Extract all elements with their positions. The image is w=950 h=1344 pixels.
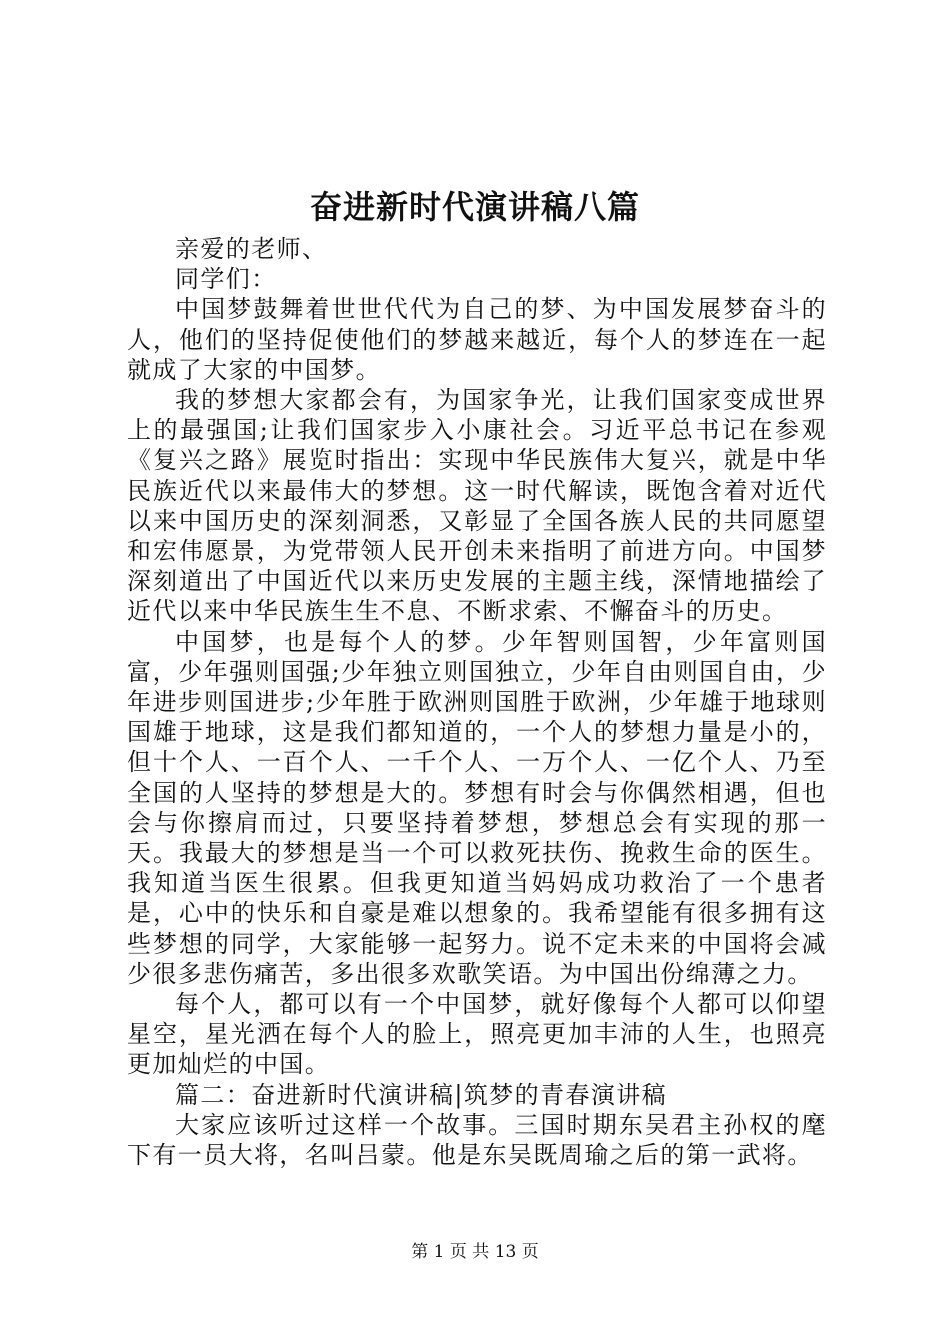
document-title: 奋进新时代演讲稿八篇 <box>309 188 640 226</box>
paragraph-salutation-students: 同学们： <box>175 265 277 294</box>
paragraph: 大家应该听过这样一个故事。三国时期东吴君主孙权的麾下有一员大将，名叫吕蒙。他是东吴既周瑜之后的第一武将。 <box>127 1110 827 1170</box>
page-number-footer: 第 1 页 共 13 页 <box>411 1242 539 1262</box>
paragraph: 我的梦想大家都会有，为国家争光，让我们国家变成世界上的最强国;让我们国家步入小康社会。习近平总书记在参观《复兴之路》展览时指出：实现中华民族伟大复兴，就是中华民族近代以来最伟大的梦想。这一时代解读，既饱含着对近代以来中国历史的深刻洞悉，又彰显了全国各族人民的共同愿望和宏伟愿景，为党带领人民开创未来指明了前进方向。中国梦深刻道出了中国近代以来历史发展的主题主线，深情地描绘了近代以来中华民族生生不息、不断求索、不懈奋斗的历史。 <box>127 386 827 626</box>
paragraph-salutation-teachers: 亲爱的老师、 <box>175 235 328 263</box>
section-heading-part-two: 篇二：奋进新时代演讲稿|筑梦的青春演讲稿 <box>175 1080 668 1109</box>
document-body <box>127 234 827 1170</box>
paragraph: 中国梦鼓舞着世世代代为自己的梦、为中国发展梦奋斗的人，他们的坚持促使他们的梦越来越近，每个人的梦连在一起就成了大家的中国梦。 <box>127 295 827 384</box>
paragraph: 每个人，都可以有一个中国梦，就好像每个人都可以仰望星空，星光洒在每个人的脸上，照亮更加丰沛的人生，也照亮更加灿烂的中国。 <box>127 990 827 1079</box>
paragraph: 中国梦，也是每个人的梦。少年智则国智，少年富则国富，少年强则国强;少年独立则国独立，少年自由则国自由，少年进步则国进步;少年胜于欧洲则国胜于欧洲，少年雄于地球则国雄于地球，这是我们都知道的，一个人的梦想力量是小的，但十个人、一百个人、一千个人、一万个人、一亿个人、乃至全国的人坚持的梦想是大的。梦想有时会与你偶然相遇，但也会与你擦肩而过，只要坚持着梦想，梦想总会有实现的那一天。我最大的梦想是当一个可以救死扶伤、挽救生命的医生。我知道当医生很累。但我更知道当妈妈成功救治了一个患者是，心中的快乐和自豪是难以想象的。我希望能有很多拥有这些梦想的同学，大家能够一起努力。说不定未来的中国将会减少很多悲伤痛苦，多出很多欢歌笑语。为中国出份绵薄之力。 <box>127 627 827 988</box>
